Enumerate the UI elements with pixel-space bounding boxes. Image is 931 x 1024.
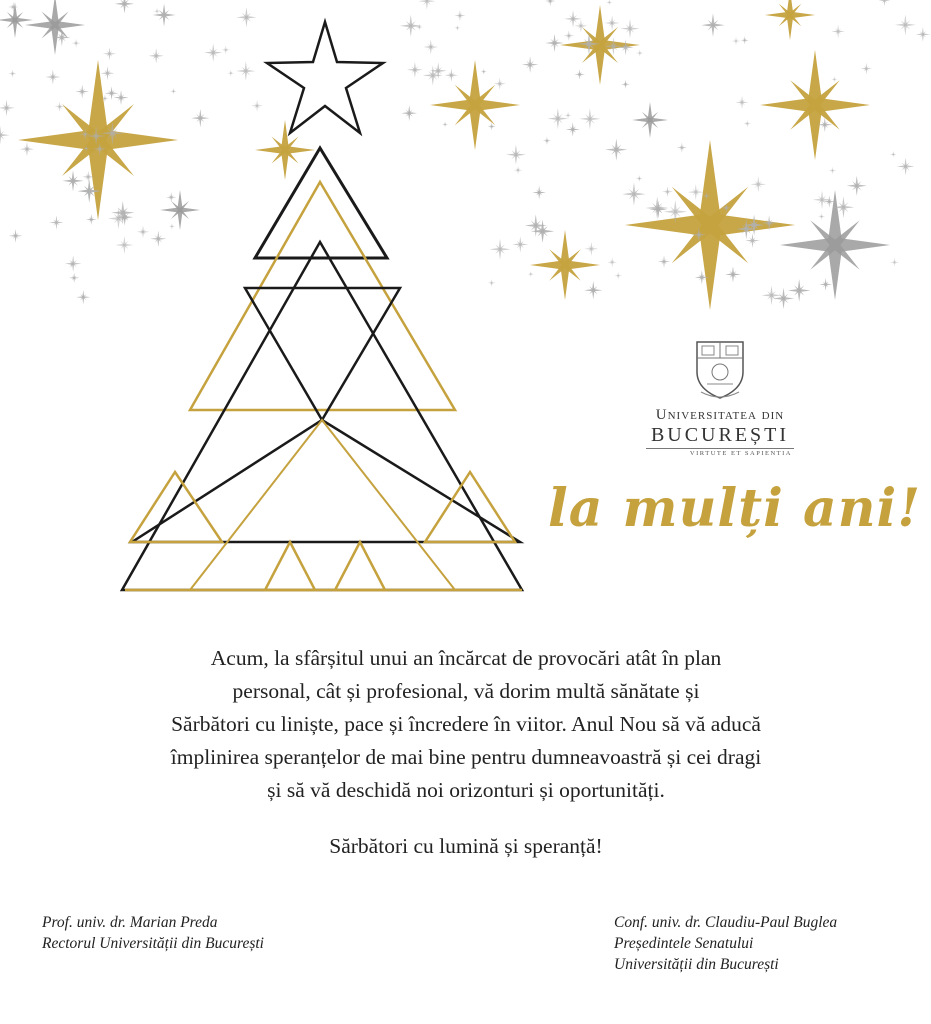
tree-triangle bbox=[335, 542, 385, 590]
tree-star-icon bbox=[267, 22, 383, 133]
sparkle-icon bbox=[606, 0, 612, 5]
tree-triangle bbox=[265, 542, 315, 590]
signature-name: Conf. univ. dr. Claudiu-Paul Buglea bbox=[614, 914, 838, 931]
university-motto: VIRTUTE ET SAPIENTIA bbox=[689, 450, 792, 457]
logo-divider bbox=[646, 448, 794, 449]
sparkle-icon bbox=[0, 126, 10, 145]
message-line: și să vă deschidă noi orizonturi și oportunități. bbox=[267, 778, 665, 802]
message-body bbox=[40, 642, 892, 807]
signature-senate-president bbox=[614, 912, 837, 975]
tree-triangle bbox=[132, 420, 520, 542]
sparkle-icon bbox=[0, 100, 15, 117]
university-logo bbox=[640, 338, 800, 457]
university-crest-icon bbox=[691, 338, 749, 400]
closing-wish: Sărbători cu lumină și speranță! bbox=[329, 834, 603, 858]
message-line: împlinirea speranțelor de mai bine pentru dumneavoastră și cei dragi bbox=[170, 745, 762, 769]
signature-title: Președintele Senatului bbox=[614, 935, 754, 952]
greeting-title: la mulți ani! bbox=[548, 478, 922, 539]
message-line: Acum, la sfârșitul unui an încărcat de provocări atât în plan bbox=[210, 646, 722, 670]
tree-triangle bbox=[122, 242, 522, 590]
university-name-line1: Universitatea din bbox=[655, 407, 785, 423]
signature-title: Universității din București bbox=[614, 956, 779, 973]
tree-triangle bbox=[130, 472, 222, 542]
tree-triangle bbox=[190, 182, 455, 410]
signature-rector bbox=[42, 912, 264, 954]
signature-name: Prof. univ. dr. Marian Preda bbox=[42, 914, 218, 931]
christmas-tree-icon bbox=[110, 10, 540, 610]
sparkle-icon bbox=[765, 0, 815, 40]
signature-title: Rectorul Universității din București bbox=[42, 935, 264, 952]
message-line: personal, cât și profesional, vă dorim multă sănătate și bbox=[232, 679, 700, 703]
tree-triangle bbox=[245, 288, 400, 420]
message-line: Sărbători cu liniște, pace și încredere în viitor. Anul Nou să vă aducă bbox=[171, 712, 761, 736]
university-name-line2: BUCUREȘTI bbox=[650, 424, 790, 446]
tree-triangle bbox=[190, 420, 455, 590]
